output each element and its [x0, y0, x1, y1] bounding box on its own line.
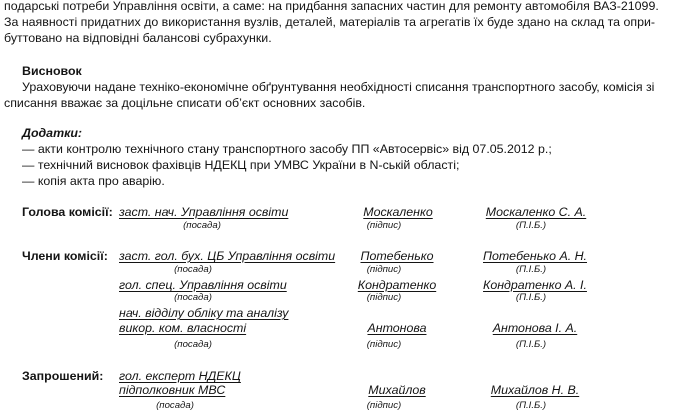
member-name: Кондратенко А. І. [483, 278, 587, 292]
attachments-heading: Додатки: [22, 126, 83, 140]
member-signature: Кондратенко [357, 278, 437, 292]
attachment-item: — акти контролю технічного стану транспортного засобу ПП «Автосервіс» від 07.05.2012 р.; [22, 142, 552, 156]
conclusion-line-1: Ураховуючи надане техніко-економічне обґрунтування необхідності списання транспортного засобу, комісія зі [22, 80, 655, 94]
member-signature: Антонова [367, 321, 427, 335]
signature-caption: (підпис) [366, 400, 402, 411]
invited-position-line-2: підполковник МВС [119, 383, 226, 397]
name-caption: (П.І.Б.) [515, 220, 547, 231]
invited-signature: Михайлов [368, 383, 426, 397]
conclusion-heading: Висновок [22, 64, 82, 78]
member-signature: Потебенько [360, 249, 434, 263]
name-caption: (П.І.Б.) [515, 400, 547, 411]
chair-signature: Москаленко [363, 205, 433, 219]
conclusion-line-2: списання вважає за доцільне списати об’єкт основних засобів. [4, 96, 366, 110]
attachment-item: — технічний висновок фахівців НДЕКЦ при УМВС України в N-ській області; [22, 158, 460, 172]
chair-label: Голова комісії: [22, 205, 113, 219]
position-caption: (посада) [174, 292, 212, 303]
invited-label: Запрошений: [22, 369, 104, 383]
attachment-item: — копія акта про аварію. [22, 174, 165, 188]
member-position-line-1: нач. відділу обліку та аналізу [119, 306, 289, 320]
invited-name: Михайлов Н. В. [490, 383, 580, 397]
invited-position-line-1: гол. експерт НДЕКЦ [119, 369, 241, 383]
signature-caption: (підпис) [366, 264, 402, 275]
member-position-line-2: викор. ком. власності [119, 321, 247, 335]
member-position: заст. гол. бух. ЦБ Управління освіти [119, 249, 336, 263]
signature-caption: (підпис) [366, 339, 402, 350]
name-caption: (П.І.Б.) [515, 292, 547, 303]
position-caption: (посада) [174, 339, 212, 350]
signature-caption: (підпис) [366, 292, 402, 303]
chair-position: заст. нач. Управління освіти [119, 205, 289, 219]
signature-caption: (підпис) [366, 220, 402, 231]
member-name: Антонова І. А. [492, 321, 578, 335]
intro-line-2: За наявності придатних до використання вузлів, деталей, матеріалів та агрегатів їх буде здано на склад та опри- [4, 15, 656, 29]
intro-line-1: подарські потреби Управління освіти, а саме: на придбання запасних частин для ремонту автомобіля ВАЗ-21099. [4, 0, 659, 13]
intro-line-3: буттовано на відповідні балансові субрахунки. [4, 31, 272, 45]
position-caption: (посада) [174, 264, 212, 275]
member-position: гол. спец. Управління освіти [119, 278, 287, 292]
position-caption: (посада) [183, 220, 221, 231]
name-caption: (П.І.Б.) [515, 339, 547, 350]
position-caption: (посада) [156, 400, 194, 411]
chair-name: Москаленко С. А. [485, 205, 587, 219]
members-label: Члени комісії: [22, 249, 108, 263]
name-caption: (П.І.Б.) [515, 264, 547, 275]
member-name: Потебенько А. Н. [482, 249, 588, 263]
